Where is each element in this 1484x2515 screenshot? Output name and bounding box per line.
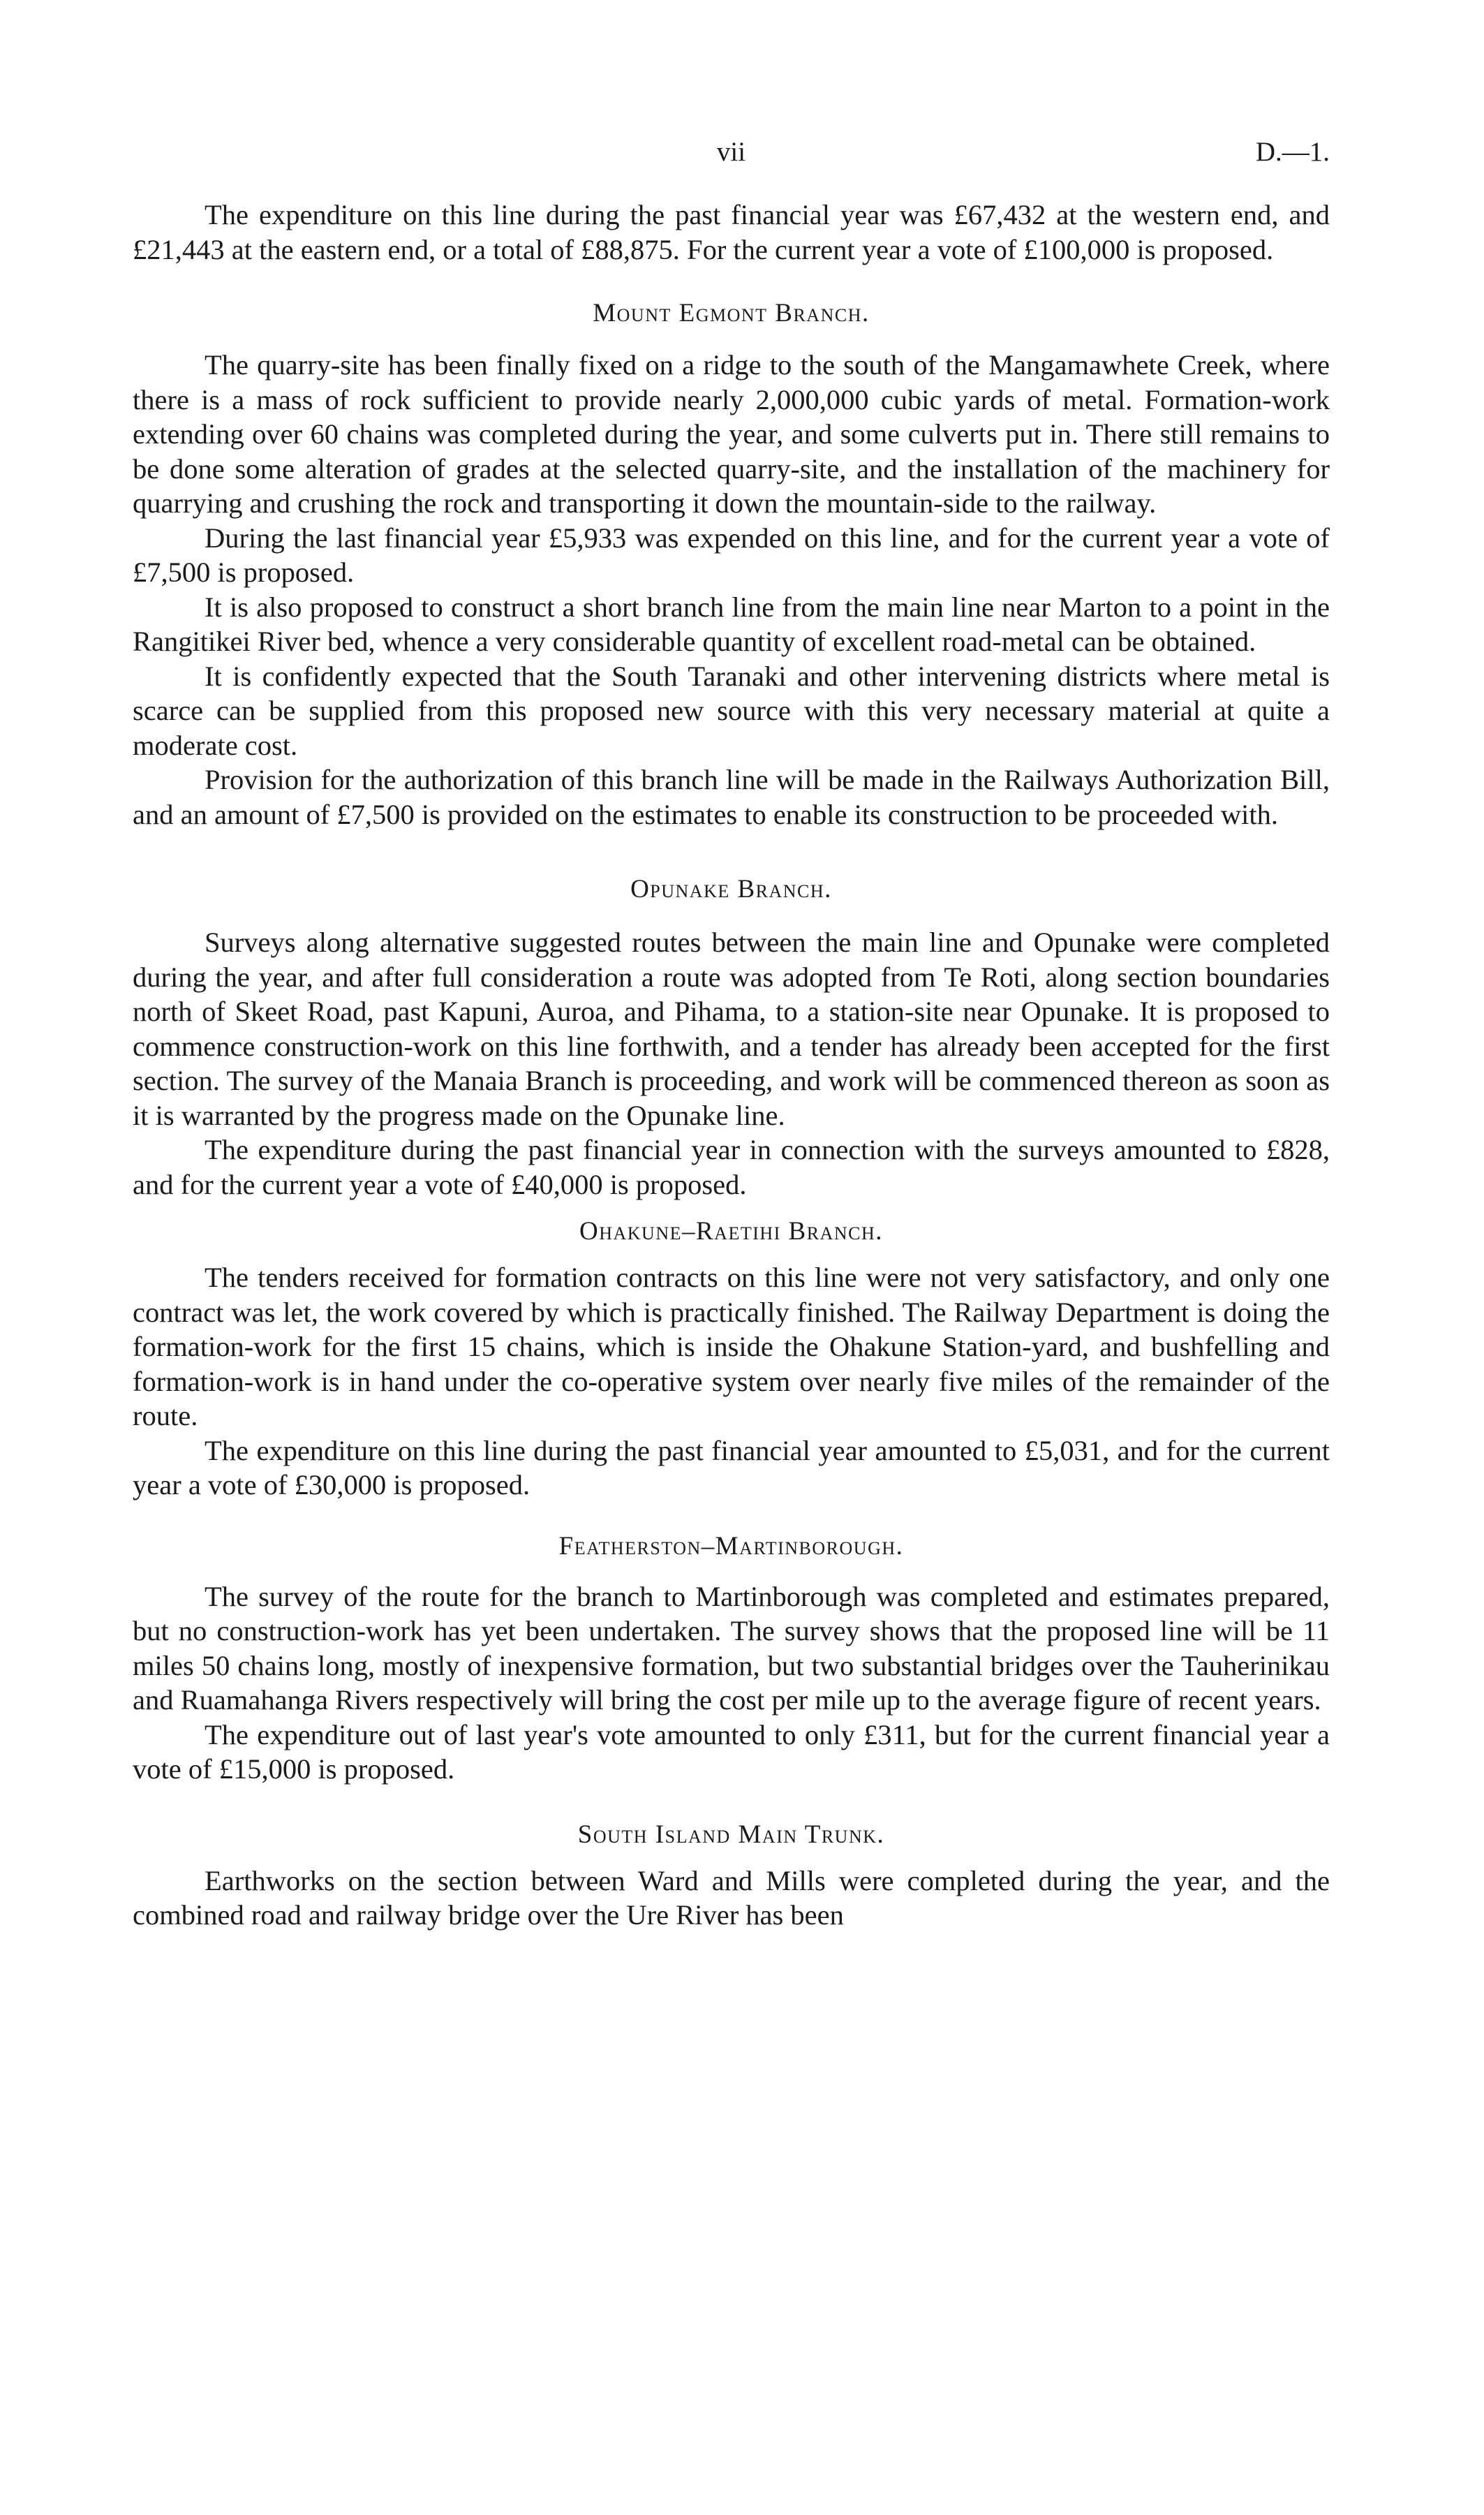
paragraph: The survey of the route for the branch to Martinborough was completed and estimates prepared, but no construction-work has yet been undertaken. The survey shows that the proposed line will be 11 miles 50 chains long, mostly of inexpensive formation, but two substantial bridges over the Tauherinikau and Ruamahanga Rivers respectively will bring the cost per mile up to the average figure of recent years. [133,1580,1330,1716]
paragraph: The expenditure during the past financial year in connection with the surveys amounted to £828, and for the current year a vote of £40,000 is proposed. [133,1134,1330,1200]
paragraph: It is also proposed to construct a short branch line from the main line near Marton to a point in the Rangitikei River bed, whence a very considerable quantity of excellent road-metal can be obtained. [133,591,1330,657]
section-heading: Mount Egmont Branch. [593,299,870,327]
paragraph: Provision for the authorization of this branch line will be made in the Railways Authorization Bill, and an amount of £7,500 is provided on the estimates to enable its construction to be proceeded with. [133,764,1330,830]
section-featherston-martinborough [133,1529,1330,1787]
document-reference: D.—1. [1255,137,1330,167]
section-mount-egmont-branch [133,296,1330,832]
paragraph: The tenders received for formation contracts on this line were not very satisfactory, and only one contract was let, the work covered by which is practically finished. The Railway Department is doing the formation-work for the first 15 chains, which is inside the Ohakune Station-yard, and bushfelling and formation-work is in hand under the co-operative system over nearly five miles of the remainder of the route. [133,1262,1330,1431]
paragraph: Earthworks on the section between Ward and Mills were completed during the year, and the combined road and railway bridge over the Ure River has been [133,1864,1330,1931]
section-opunake-branch [133,872,1330,1202]
paragraph: The expenditure on this line during the past financial year amounted to £5,031, and for the current year a vote of £30,000 is proposed. [133,1434,1330,1500]
section-south-island-main-trunk [133,1817,1330,1933]
section-ohakune-raetihi-branch [133,1214,1330,1503]
section-heading: Opunake Branch. [630,875,832,904]
section-heading: Ohakune–Raetihi Branch. [579,1217,883,1246]
section-heading: Featherston–Martinborough. [558,1531,904,1561]
paragraph: The expenditure on this line during the past financial year was £67,432 at the western end, and £21,443 at the eastern end, or a total of £88,875. For the current year a vote of £100,000 is proposed. [133,199,1330,265]
paragraph: The quarry-site has been finally fixed on a ridge to the south of the Mangamawhete Creek, where there is a mass of rock sufficient to provide nearly 2,000,000 cubic yards of metal. Formation-work extending over 60 chains was completed during the year, and some culverts put in. There still remains to be done some alteration of grades at the selected quarry-site, and the installation of the machinery for quarrying and crushing the rock and transporting it down the mountain-side to the railway. [133,349,1330,519]
section-heading: South Island Main Trunk. [577,1820,885,1849]
paragraph: It is confidently expected that the South Taranaki and other intervening districts where metal is scarce can be supplied from this proposed new source with this very necessary material at quite a moderate cost. [133,660,1330,761]
paragraph: During the last financial year £5,933 was expended on this line, and for the current year a vote of £7,500 is proposed. [133,522,1330,588]
paragraph: Surveys along alternative suggested routes between the main line and Opunake were completed during the year, and after full consideration a route was adopted from Te Roti, along section boundaries north of Skeet Road, past Kapuni, Auroa, and Pihama, to a station-site near Opunake. It is proposed to commence construction-work on this line forthwith, and a tender has already been accepted for the first section. The survey of the Manaia Branch is proceeding, and work will be commenced thereon as soon as it is warranted by the progress made on the Opunake line. [133,927,1330,1131]
document-body [133,198,1330,1933]
paragraph: The expenditure out of last year's vote amounted to only £311, but for the current financial year a vote of £15,000 is proposed. [133,1718,1330,1785]
page-header [133,136,1330,178]
page-number: vii [716,137,746,167]
